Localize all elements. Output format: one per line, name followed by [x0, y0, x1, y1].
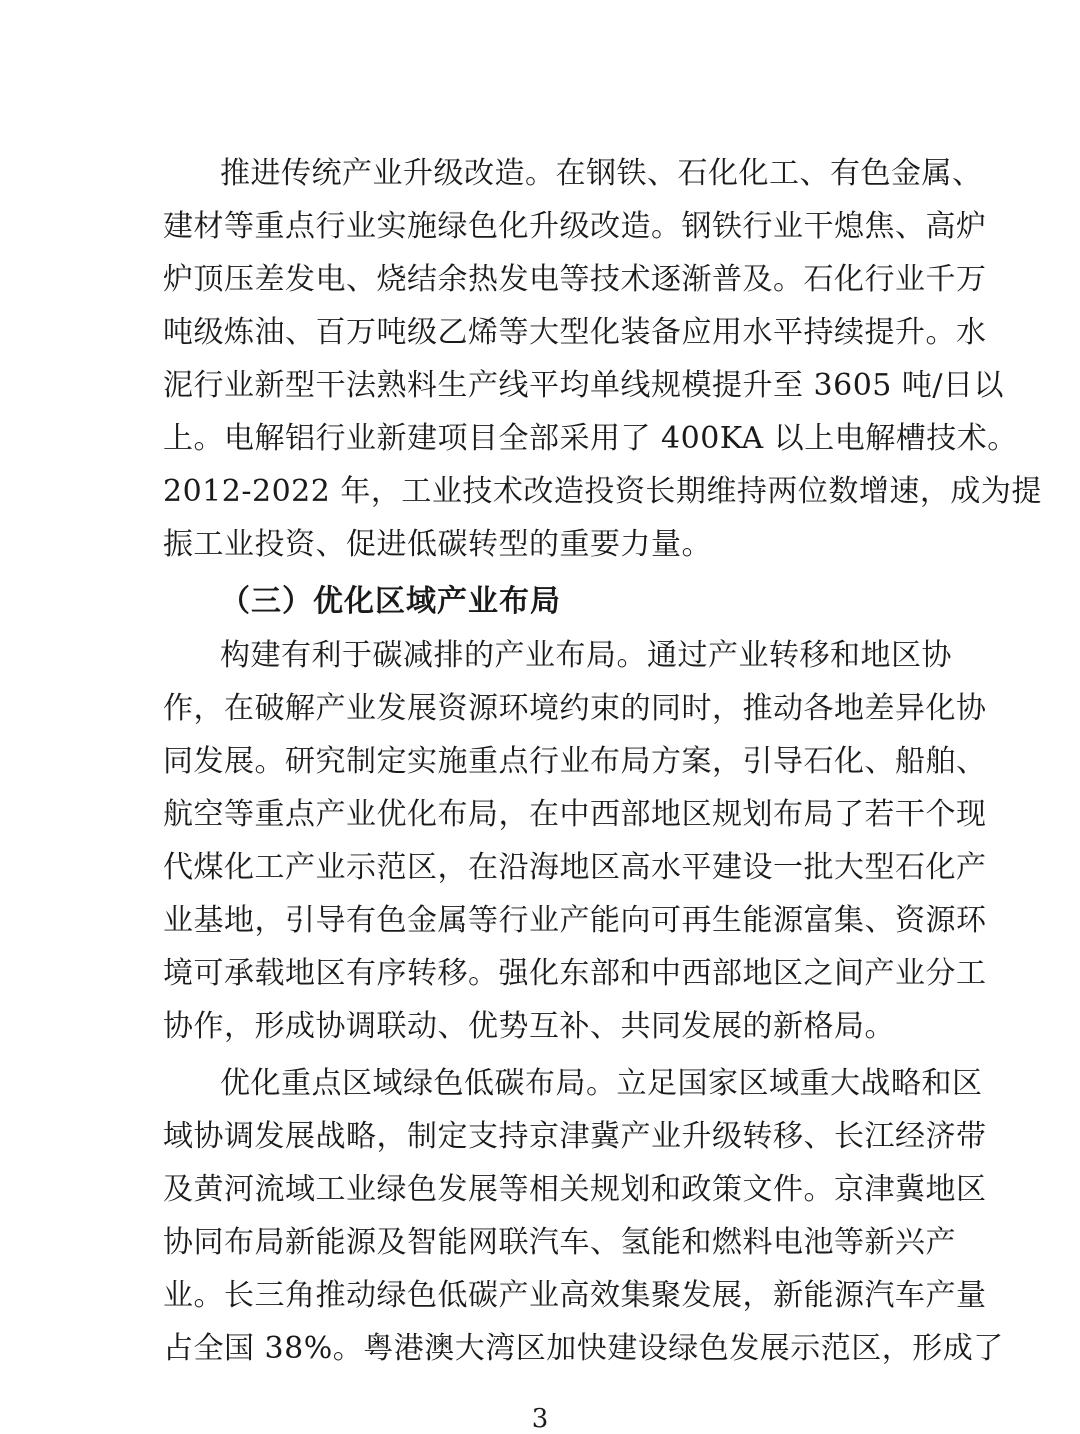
paragraph-line: 作，在破解产业发展资源环境约束的同时，推动各地差异化协	[163, 691, 987, 726]
paragraph-line: 同发展。研究制定实施重点行业布局方案，引导石化、船舶、	[163, 744, 987, 779]
paragraph-line: 航空等重点产业优化布局，在中西部地区规划布局了若干个现	[163, 797, 987, 832]
paragraph-line: 域协调发展战略，制定支持京津冀产业升级转移、长江经济带	[163, 1119, 987, 1154]
paragraph-line: 协作，形成协调联动、优势互补、共同发展的新格局。	[163, 1009, 895, 1044]
paragraph-line: 协同布局新能源及智能网联汽车、氢能和燃料电池等新兴产	[163, 1225, 956, 1260]
paragraph-line: 泥行业新型干法熟料生产线平均单线规模提升至 3605 吨/日以	[163, 368, 1005, 403]
paragraph-line: 炉顶压差发电、烧结余热发电等技术逐渐普及。石化行业千万	[163, 262, 987, 297]
paragraph-line: 构建有利于碳减排的产业布局。通过产业转移和地区协	[220, 638, 952, 673]
paragraph-line: 境可承载地区有序转移。强化东部和中西部地区之间产业分工	[163, 956, 987, 991]
paragraph-line: 代煤化工产业示范区，在沿海地区高水平建设一批大型石化产	[163, 850, 987, 885]
paragraph-line: 业。长三角推动绿色低碳产业高效集聚发展，新能源汽车产量	[163, 1278, 987, 1313]
paragraph-line: 占全国 38%。粤港澳大湾区加快建设绿色发展示范区，形成了	[163, 1331, 1004, 1366]
section-heading: （三）优化区域产业布局	[220, 584, 561, 619]
paragraph-line: 及黄河流域工业绿色发展等相关规划和政策文件。京津冀地区	[163, 1172, 987, 1207]
paragraph-line: 吨级炼油、百万吨级乙烯等大型化装备应用水平持续提升。水	[163, 315, 987, 350]
paragraph-line: 振工业投资、促进低碳转型的重要力量。	[163, 527, 712, 562]
page-number: 3	[531, 1404, 549, 1434]
paragraph-line: 2012-2022 年，工业技术改造投资长期维持两位数增速，成为提	[163, 474, 1042, 509]
paragraph-line: 优化重点区域绿色低碳布局。立足国家区域重大战略和区	[220, 1066, 983, 1101]
paragraph-line: 建材等重点行业实施绿色化升级改造。钢铁行业干熄焦、高炉	[163, 209, 987, 244]
paragraph-line: 上。电解铝行业新建项目全部采用了 400KA 以上电解槽技术。	[163, 421, 1018, 456]
paragraph-line: 推进传统产业升级改造。在钢铁、石化化工、有色金属、	[220, 156, 983, 191]
paragraph-line: 业基地，引导有色金属等行业产能向可再生能源富集、资源环	[163, 903, 987, 938]
